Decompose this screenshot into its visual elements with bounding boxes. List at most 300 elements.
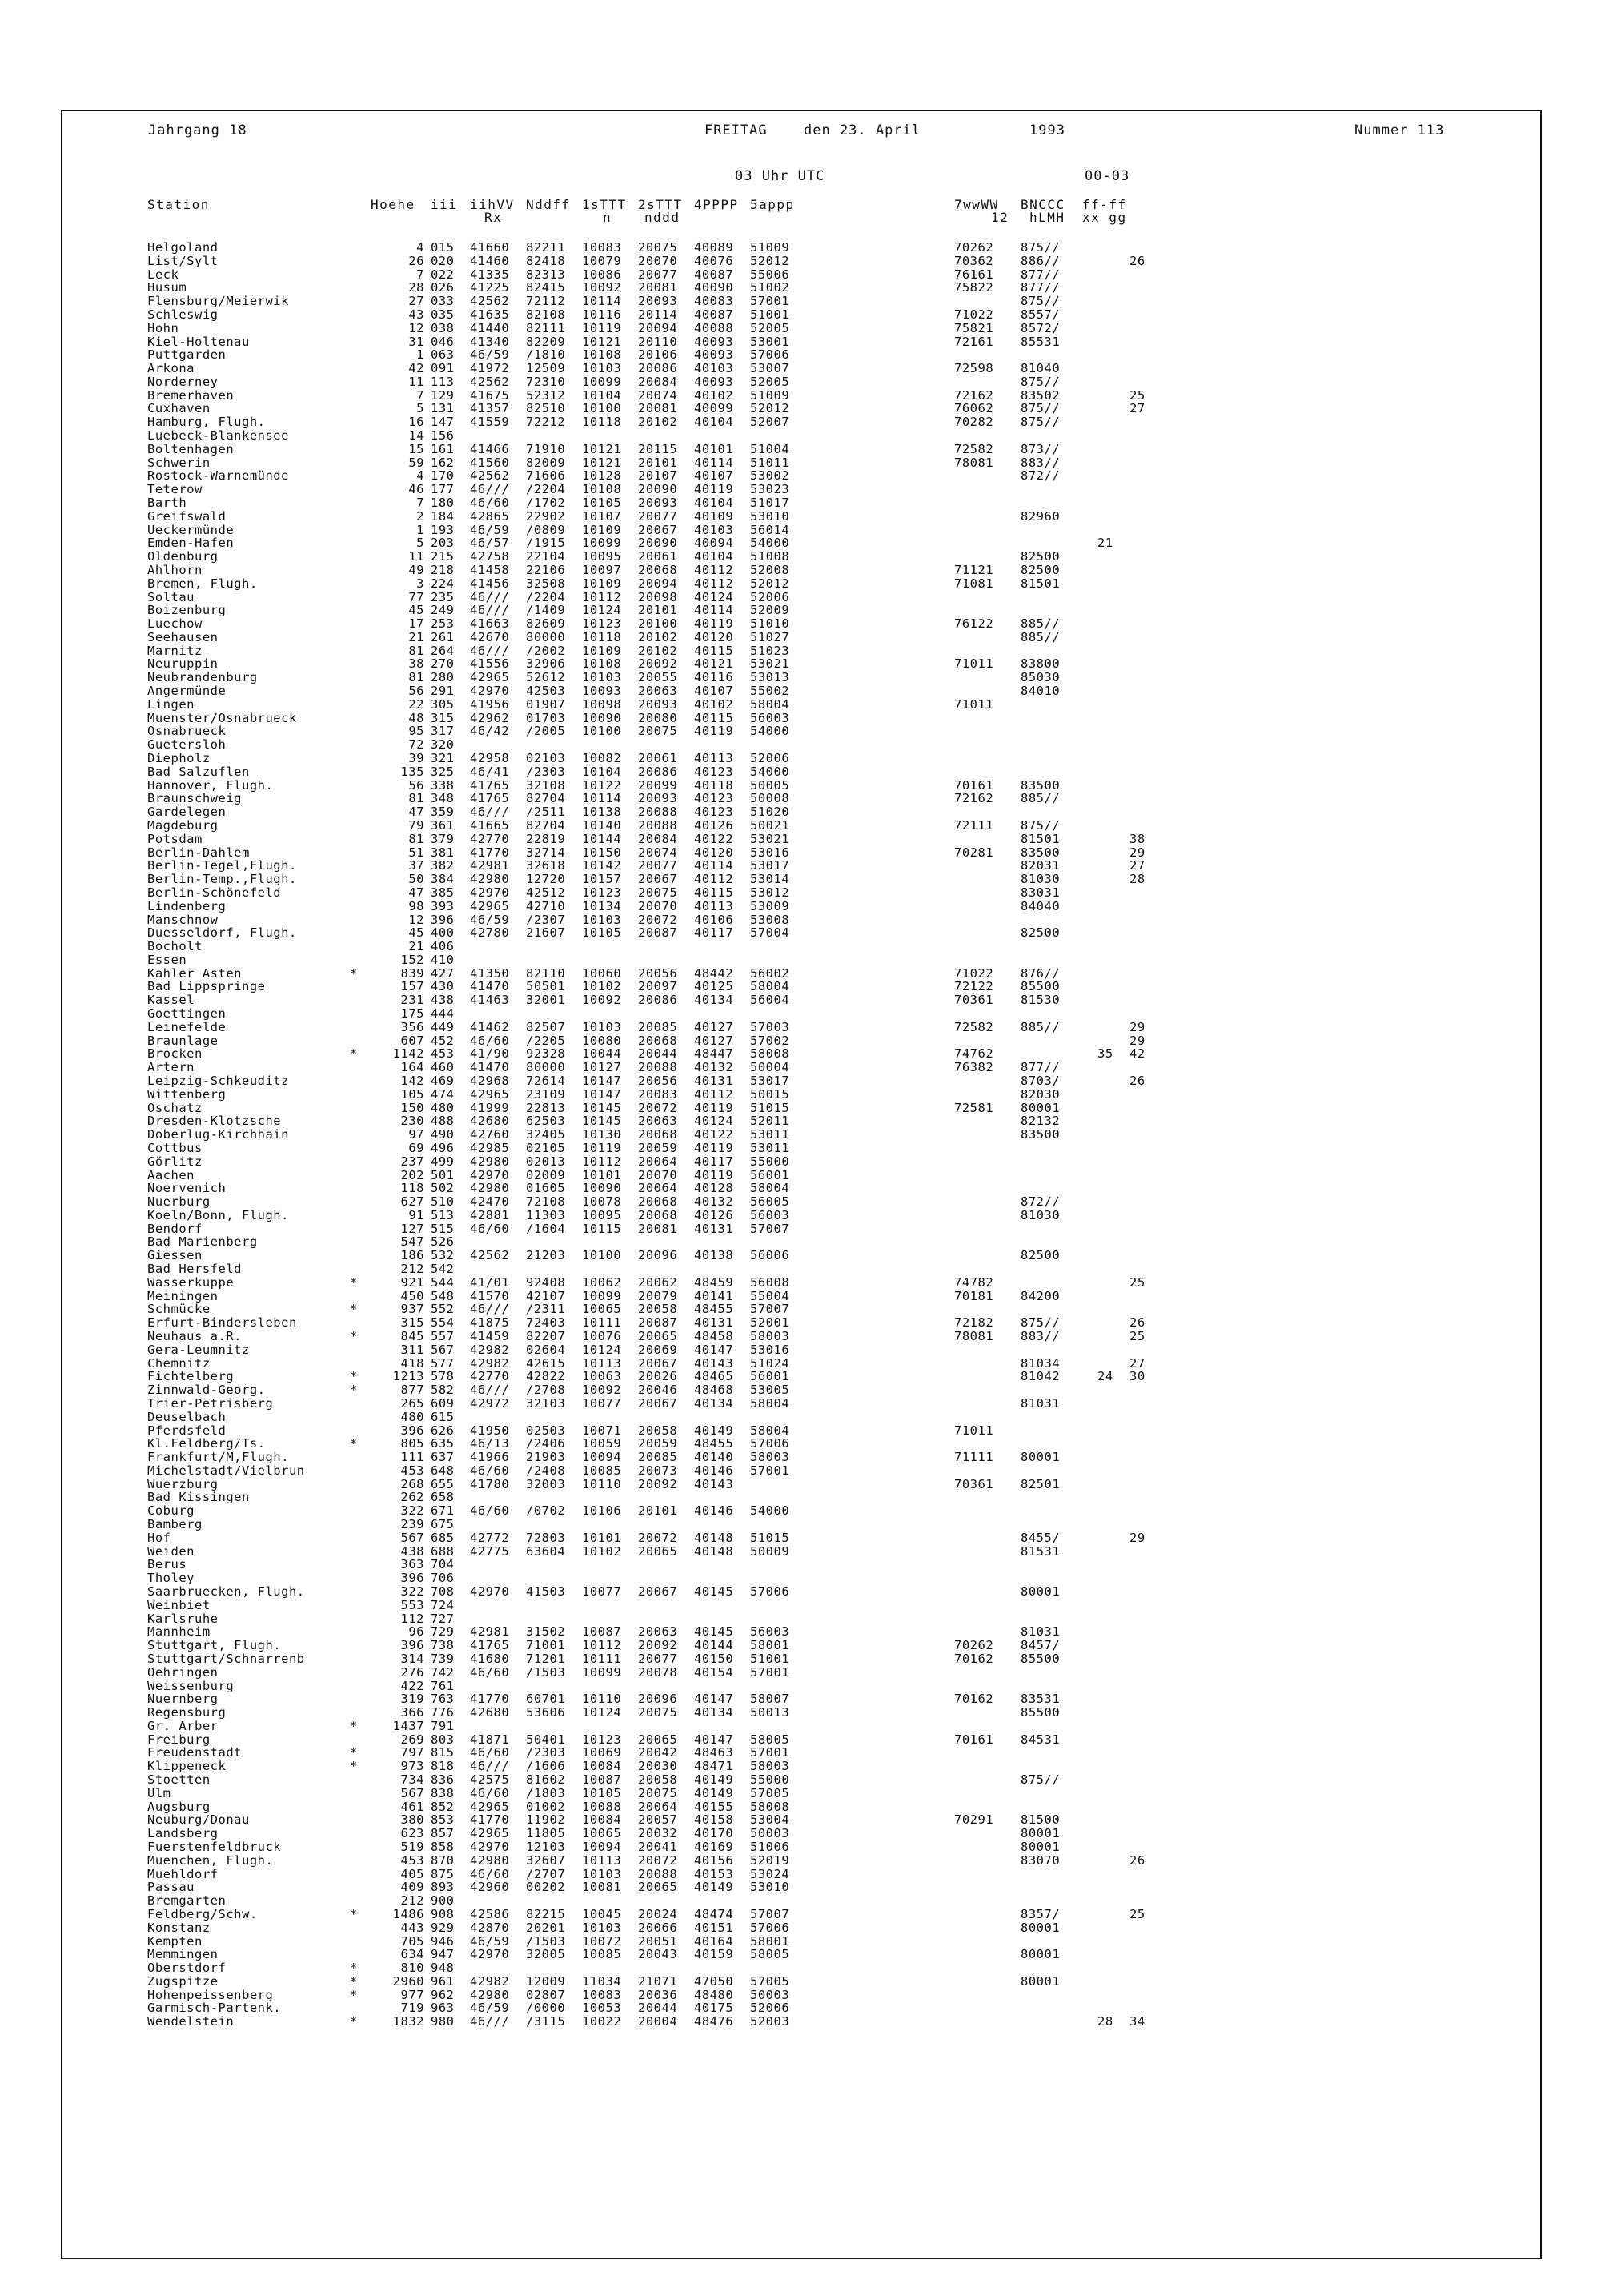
station-id: 567 (431, 1342, 455, 1357)
station-id: 729 (431, 1624, 455, 1640)
station-id: 452 (431, 1033, 455, 1048)
group-4pppp: 40112 (694, 576, 734, 591)
group-5appp: 53004 (750, 1812, 790, 1828)
group-nddff: 22104 (526, 549, 566, 564)
group-bnccc: 85531 (1021, 334, 1061, 349)
station-id: 742 (431, 1664, 455, 1680)
group-nddff: 21203 (526, 1248, 566, 1263)
group-nddff: /2708 (526, 1383, 566, 1398)
station-name: Duesseldorf, Flugh. (147, 925, 297, 941)
station-height: 553 (400, 1597, 424, 1612)
group-2sttt: 20101 (638, 1503, 678, 1519)
station-height: 356 (400, 1019, 424, 1034)
station-name: Görlitz (147, 1154, 203, 1169)
group-2sttt: 20070 (638, 253, 678, 268)
group-2sttt: 20081 (638, 280, 678, 295)
group-2sttt: 20044 (638, 2001, 678, 2016)
group-5appp: 52012 (750, 253, 790, 268)
group-5appp: 53021 (750, 831, 790, 846)
group-iihvv: 41466 (470, 441, 510, 456)
station-height: 519 (400, 1840, 424, 1854)
group-bnccc: 83500 (1021, 845, 1061, 860)
station-height: 91 (408, 1207, 424, 1222)
group-5appp: 57002 (750, 1033, 790, 1048)
group-2sttt: 20087 (638, 1315, 678, 1331)
group-nddff: 82507 (526, 1019, 566, 1034)
group-1sttt: 10121 (582, 441, 622, 456)
group-iihvv: 46/57 (470, 536, 510, 551)
station-name: Schmücke (147, 1302, 211, 1317)
station-height: 111 (400, 1450, 424, 1465)
group-bnccc: 80001 (1021, 1100, 1061, 1115)
group-2sttt: 20024 (638, 1906, 678, 1921)
group-4pppp: 40124 (694, 589, 734, 604)
gust-gg: 27 (1130, 1355, 1146, 1371)
group-bnccc: 82500 (1021, 562, 1061, 577)
station-name: Soltau (147, 589, 195, 604)
group-7wwww: 70362 (954, 253, 994, 268)
group-1sttt: 10063 (582, 1369, 622, 1384)
station-id: 738 (431, 1638, 455, 1653)
group-iihvv: 42972 (470, 1395, 510, 1411)
station-height: 719 (400, 2001, 424, 2016)
group-1sttt: 10079 (582, 253, 622, 268)
group-nddff: 60701 (526, 1692, 566, 1707)
station-id: 532 (431, 1248, 455, 1263)
gust-gg: 29 (1130, 845, 1146, 860)
station-id: 305 (431, 696, 455, 712)
group-2sttt: 20094 (638, 320, 678, 335)
station-id: 510 (431, 1194, 455, 1210)
group-1sttt: 10099 (582, 536, 622, 551)
group-nddff: 32508 (526, 576, 566, 591)
station-height: 453 (400, 1463, 424, 1478)
group-2sttt: 20055 (638, 670, 678, 685)
station-id: 496 (431, 1140, 455, 1155)
group-2sttt: 20072 (638, 1530, 678, 1545)
group-nddff: /2511 (526, 805, 566, 820)
group-nddff: /3115 (526, 2014, 566, 2029)
station-id: 270 (431, 656, 455, 672)
station-marker: * (350, 2014, 358, 2029)
station-height: 81 (408, 643, 424, 658)
group-4pppp: 40131 (694, 1073, 734, 1088)
group-7wwww: 75822 (954, 280, 994, 295)
group-1sttt: 10108 (582, 656, 622, 672)
group-nddff: 11902 (526, 1812, 566, 1828)
group-1sttt: 10062 (582, 1274, 622, 1290)
group-nddff: 72212 (526, 415, 566, 430)
group-1sttt: 10085 (582, 1947, 622, 1962)
gust-gg: 25 (1130, 387, 1146, 403)
group-4pppp: 40147 (694, 1342, 734, 1357)
group-4pppp: 48455 (694, 1302, 734, 1317)
group-nddff: /1503 (526, 1933, 566, 1949)
group-2sttt: 20057 (638, 1812, 678, 1828)
group-iihvv: 42775 (470, 1543, 510, 1559)
group-1sttt: 10102 (582, 1543, 622, 1559)
station-height: 461 (400, 1799, 424, 1814)
station-name: Michelstadt/Vielbrun (147, 1463, 305, 1478)
station-height: 396 (400, 1638, 424, 1653)
group-bnccc: 877// (1021, 280, 1061, 295)
group-5appp: 51006 (750, 1840, 790, 1854)
station-height: 265 (400, 1395, 424, 1411)
group-4pppp: 40156 (694, 1852, 734, 1868)
station-name: Cottbus (147, 1140, 203, 1155)
station-height: 37 (408, 858, 424, 873)
group-2sttt: 20063 (638, 684, 678, 699)
group-nddff: 22106 (526, 562, 566, 577)
station-id: 803 (431, 1732, 455, 1747)
group-2sttt: 21071 (638, 1973, 678, 1989)
group-nddff: 42107 (526, 1288, 566, 1303)
group-1sttt: 10094 (582, 1840, 622, 1854)
group-5appp: 57006 (750, 1584, 790, 1599)
group-1sttt: 10114 (582, 791, 622, 806)
group-2sttt: 20088 (638, 817, 678, 833)
station-id: 264 (431, 643, 455, 658)
group-7wwww: 72582 (954, 441, 994, 456)
station-height: 17 (408, 616, 424, 632)
group-nddff: /1915 (526, 536, 566, 551)
group-4pppp: 40123 (694, 805, 734, 820)
group-2sttt: 20096 (638, 1248, 678, 1263)
group-5appp: 52012 (750, 401, 790, 416)
group-1sttt: 10118 (582, 415, 622, 430)
group-4pppp: 40114 (694, 858, 734, 873)
gust-gg: 30 (1130, 1369, 1146, 1384)
station-height: 50 (408, 872, 424, 887)
group-nddff: /2307 (526, 912, 566, 927)
group-5appp: 53014 (750, 872, 790, 887)
group-iihvv: 41440 (470, 320, 510, 335)
group-iihvv: 41357 (470, 401, 510, 416)
group-iihvv: 41972 (470, 361, 510, 376)
station-id: 131 (431, 401, 455, 416)
col-ff-sub: xx gg (1082, 210, 1127, 225)
group-5appp: 52006 (750, 589, 790, 604)
group-4pppp: 40143 (694, 1476, 734, 1491)
station-height: 627 (400, 1194, 424, 1210)
group-1sttt: 10101 (582, 1167, 622, 1182)
group-iihvv: 42562 (470, 1248, 510, 1263)
group-4pppp: 40118 (694, 777, 734, 793)
station-height: 1486 (392, 1906, 424, 1921)
group-1sttt: 10104 (582, 764, 622, 779)
group-1sttt: 10072 (582, 1933, 622, 1949)
group-iihvv: 41770 (470, 1812, 510, 1828)
station-name: Freudenstadt (147, 1745, 242, 1760)
group-nddff: 42503 (526, 684, 566, 699)
station-name: Gera-Leumnitz (147, 1342, 250, 1357)
station-height: 418 (400, 1355, 424, 1371)
station-id: 038 (431, 320, 455, 335)
group-nddff: 32607 (526, 1852, 566, 1868)
station-id: 499 (431, 1154, 455, 1169)
station-name: Arkona (147, 361, 195, 376)
station-id: 193 (431, 522, 455, 537)
station-name: Chemnitz (147, 1355, 211, 1371)
station-id: 708 (431, 1584, 455, 1599)
group-2sttt: 20064 (638, 1181, 678, 1196)
group-1sttt: 10100 (582, 1248, 622, 1263)
group-4pppp: 40131 (694, 1315, 734, 1331)
station-id: 177 (431, 482, 455, 497)
group-2sttt: 20058 (638, 1423, 678, 1438)
group-1sttt: 10121 (582, 455, 622, 470)
group-2sttt: 20077 (638, 508, 678, 524)
station-name: Cuxhaven (147, 401, 211, 416)
group-1sttt: 10098 (582, 696, 622, 712)
station-name: Schwerin (147, 455, 211, 470)
group-4pppp: 40119 (694, 482, 734, 497)
group-bnccc: 886// (1021, 253, 1061, 268)
group-2sttt: 20075 (638, 724, 678, 739)
group-2sttt: 20107 (638, 468, 678, 484)
station-name: Landsberg (147, 1826, 219, 1841)
group-bnccc: 84010 (1021, 684, 1061, 699)
station-height: 31 (408, 334, 424, 349)
group-nddff: 12509 (526, 361, 566, 376)
station-id: 147 (431, 415, 455, 430)
group-2sttt: 20074 (638, 387, 678, 403)
group-1sttt: 10101 (582, 1530, 622, 1545)
group-7wwww: 70262 (954, 1638, 994, 1653)
group-4pppp: 40146 (694, 1463, 734, 1478)
station-name: Aachen (147, 1167, 195, 1182)
group-bnccc: 875// (1021, 374, 1061, 389)
group-2sttt: 20072 (638, 1852, 678, 1868)
station-id: 261 (431, 629, 455, 644)
group-1sttt: 10103 (582, 912, 622, 927)
group-iihvv: 41459 (470, 1328, 510, 1343)
station-height: 142 (400, 1073, 424, 1088)
station-name: Ueckermünde (147, 522, 235, 537)
group-nddff: 72310 (526, 374, 566, 389)
group-1sttt: 10090 (582, 710, 622, 725)
date-label: den 23. April (804, 122, 921, 138)
station-name: Barth (147, 496, 187, 510)
group-nddff: 42512 (526, 885, 566, 900)
group-4pppp: 40109 (694, 508, 734, 524)
col-7wwww: 7wwWW (954, 197, 999, 212)
group-nddff: 02009 (526, 1167, 566, 1182)
group-1sttt: 10122 (582, 777, 622, 793)
group-bnccc: 81500 (1021, 1812, 1061, 1828)
station-height: 186 (400, 1248, 424, 1263)
group-nddff: 11303 (526, 1207, 566, 1222)
group-2sttt: 20098 (638, 589, 678, 604)
group-nddff: 32405 (526, 1127, 566, 1142)
station-id: 325 (431, 764, 455, 779)
group-5appp: 51009 (750, 240, 790, 255)
station-height: 157 (400, 979, 424, 994)
group-5appp: 57001 (750, 1664, 790, 1680)
station-height: 81 (408, 791, 424, 806)
station-height: 12 (408, 320, 424, 335)
group-2sttt: 20086 (638, 993, 678, 1008)
station-name: Rostock-Warnemünde (147, 468, 289, 484)
group-bnccc: 83800 (1021, 656, 1061, 672)
group-nddff: 82418 (526, 253, 566, 268)
group-iihvv: 46/59 (470, 2001, 510, 2016)
station-height: 56 (408, 684, 424, 699)
group-bnccc: 877// (1021, 1060, 1061, 1075)
group-5appp: 50009 (750, 1543, 790, 1559)
station-id: 035 (431, 307, 455, 322)
group-4pppp: 40164 (694, 1933, 734, 1949)
group-5appp: 58008 (750, 1799, 790, 1814)
group-nddff: 80000 (526, 629, 566, 644)
group-nddff: 72112 (526, 294, 566, 309)
station-height: 59 (408, 455, 424, 470)
station-name: Norderney (147, 374, 219, 389)
station-name: Emden-Hafen (147, 536, 235, 551)
group-1sttt: 10076 (582, 1328, 622, 1343)
group-1sttt: 10140 (582, 817, 622, 833)
group-1sttt: 10112 (582, 1154, 622, 1169)
group-4pppp: 40116 (694, 670, 734, 685)
station-height: 45 (408, 603, 424, 618)
group-iihvv: 46/// (470, 2014, 510, 2029)
station-name: Essen (147, 952, 187, 967)
station-id: 961 (431, 1973, 455, 1989)
group-4pppp: 40169 (694, 1840, 734, 1854)
group-1sttt: 10105 (582, 496, 622, 510)
group-4pppp: 40093 (694, 347, 734, 363)
group-4pppp: 40154 (694, 1664, 734, 1680)
station-id: 393 (431, 898, 455, 913)
group-2sttt: 20032 (638, 1826, 678, 1841)
group-2sttt: 20067 (638, 1584, 678, 1599)
group-iihvv: 46/59 (470, 522, 510, 537)
group-5appp: 58005 (750, 1732, 790, 1747)
station-name: Guetersloh (147, 737, 227, 753)
group-1sttt: 10124 (582, 1342, 622, 1357)
group-iihvv: 41999 (470, 1100, 510, 1115)
station-id: 963 (431, 2001, 455, 2016)
gust-gg: 25 (1130, 1274, 1146, 1290)
group-2sttt: 20063 (638, 1624, 678, 1640)
group-5appp: 54000 (750, 724, 790, 739)
group-5appp: 51002 (750, 280, 790, 295)
group-iihvv: 41560 (470, 455, 510, 470)
group-iihvv: 41350 (470, 965, 510, 981)
group-iihvv: 41/90 (470, 1046, 510, 1062)
group-nddff: 22902 (526, 508, 566, 524)
group-nddff: 32001 (526, 993, 566, 1008)
station-name: Osnabrueck (147, 724, 227, 739)
station-id: 980 (431, 2014, 455, 2029)
station-id: 501 (431, 1167, 455, 1182)
station-id: 763 (431, 1692, 455, 1707)
station-id: 554 (431, 1315, 455, 1331)
station-name: Leck (147, 267, 179, 282)
station-height: 98 (408, 898, 424, 913)
group-4pppp: 48465 (694, 1369, 734, 1384)
group-5appp: 57004 (750, 925, 790, 941)
station-id: 542 (431, 1262, 455, 1277)
station-id: 688 (431, 1543, 455, 1559)
group-4pppp: 40149 (694, 1880, 734, 1895)
station-name: Passau (147, 1880, 195, 1895)
group-1sttt: 10105 (582, 1785, 622, 1800)
group-4pppp: 40114 (694, 603, 734, 618)
group-4pppp: 48463 (694, 1745, 734, 1760)
station-id: 317 (431, 724, 455, 739)
station-id: 502 (431, 1181, 455, 1196)
group-1sttt: 10097 (582, 562, 622, 577)
group-iihvv: 42881 (470, 1207, 510, 1222)
station-name: Braunlage (147, 1033, 219, 1048)
station-id: 438 (431, 993, 455, 1008)
group-1sttt: 10103 (582, 1920, 622, 1935)
group-7wwww: 76062 (954, 401, 994, 416)
station-height: 607 (400, 1033, 424, 1048)
group-iihvv: 42985 (470, 1140, 510, 1155)
station-height: 105 (400, 1086, 424, 1102)
station-height: 5 (416, 536, 424, 551)
station-height: 380 (400, 1812, 424, 1828)
station-marker: * (350, 965, 358, 981)
station-height: 112 (400, 1611, 424, 1626)
station-height: 7 (416, 387, 424, 403)
group-4pppp: 48455 (694, 1436, 734, 1451)
group-nddff: 63604 (526, 1543, 566, 1559)
group-bnccc: 80001 (1021, 1450, 1061, 1465)
group-iihvv: 46/60 (470, 1785, 510, 1800)
group-bnccc: 82132 (1021, 1114, 1061, 1129)
group-2sttt: 20092 (638, 1638, 678, 1653)
station-id: 338 (431, 777, 455, 793)
group-iihvv: 46/59 (470, 1933, 510, 1949)
station-name: Nuerburg (147, 1194, 211, 1210)
group-nddff: 11805 (526, 1826, 566, 1841)
group-5appp: 55000 (750, 1154, 790, 1169)
station-height: 97 (408, 1127, 424, 1142)
station-id: 637 (431, 1450, 455, 1465)
group-1sttt: 10115 (582, 1221, 622, 1236)
station-height: 45 (408, 925, 424, 941)
station-id: 180 (431, 496, 455, 510)
group-1sttt: 10130 (582, 1127, 622, 1142)
station-id: 427 (431, 965, 455, 981)
group-1sttt: 10145 (582, 1114, 622, 1129)
group-7wwww: 70181 (954, 1288, 994, 1303)
group-nddff: /1803 (526, 1785, 566, 1800)
station-id: 724 (431, 1597, 455, 1612)
group-2sttt: 20079 (638, 1288, 678, 1303)
station-height: 1437 (392, 1718, 424, 1733)
station-name: Leipzig-Schkeuditz (147, 1073, 289, 1088)
group-bnccc: 81042 (1021, 1369, 1061, 1384)
group-1sttt: 10123 (582, 616, 622, 632)
station-id: 460 (431, 1060, 455, 1075)
group-5appp: 50008 (750, 791, 790, 806)
group-2sttt: 20075 (638, 885, 678, 900)
group-1sttt: 10086 (582, 267, 622, 282)
group-iihvv: 41335 (470, 267, 510, 282)
group-nddff: 71201 (526, 1651, 566, 1666)
group-2sttt: 20100 (638, 616, 678, 632)
station-name: Ahlhorn (147, 562, 203, 577)
group-4pppp: 40149 (694, 1772, 734, 1788)
station-marker: * (350, 1274, 358, 1290)
group-nddff: /1604 (526, 1221, 566, 1236)
group-2sttt: 20056 (638, 1073, 678, 1088)
group-iihvv: 42470 (470, 1194, 510, 1210)
